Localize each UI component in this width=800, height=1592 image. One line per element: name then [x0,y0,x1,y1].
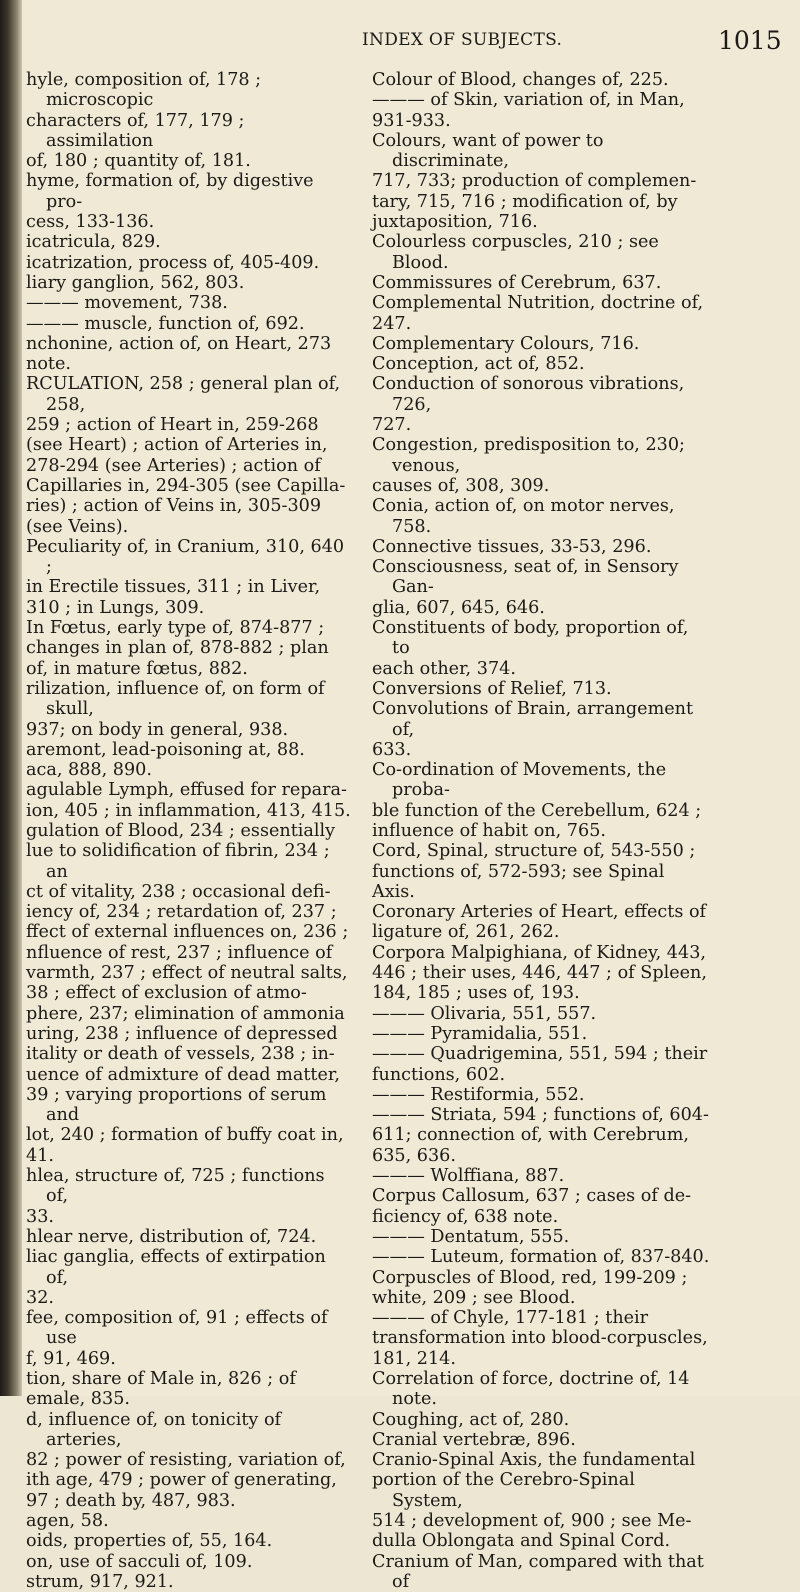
index-line: varmth, 237 ; effect of neutral salts, [26,963,348,984]
page-header [0,22,800,62]
index-line: Corpuscles of Blood, red, 199-209 ; [372,1267,688,1288]
index-line: each other, 374. [372,658,516,679]
index-line: ries) ; action of Veins in, 305-309 [26,496,322,517]
index-line: liac ganglia, effects of extirpation of, [26,1247,326,1288]
index-line: ble function of the Cerebellum, 624 ; [372,800,702,821]
index-line: 33. [26,1206,54,1227]
index-line: Conduction of sonorous vibrations, 726, [372,374,685,415]
index-line: ——— muscle, function of, 692. [26,313,305,334]
index-line: ——— Quadrigemina, 551, 594 ; their [372,1044,708,1065]
index-line: 937; on body in general, 938. [26,719,289,740]
index-line: Coughing, act of, 280. [372,1409,570,1430]
index-line: tary, 715, 716 ; modification of, by [372,191,678,212]
index-line: ion, 405 ; in inflammation, 413, 415. [26,800,351,821]
index-line: ct of vitality, 238 ; occasional defi- [26,881,331,902]
index-line: itality or death of vessels, 238 ; in- [26,1044,335,1065]
page-number: 1015 [718,26,782,55]
index-line: Co-ordination of Movements, the proba- [372,760,667,801]
index-line: 97 ; death by, 487, 983. [26,1490,236,1511]
index-line: glia, 607, 645, 646. [372,597,545,618]
index-line: Complementary Colours, 716. [372,333,640,354]
index-line: 39 ; varying proportions of serum and [26,1084,327,1126]
index-line: causes of, 308, 309. [372,475,550,496]
index-line: Constituents of body, proportion of, to [372,618,689,659]
index-line: icatricula, 829. [26,232,161,253]
index-line: Commissures of Cerebrum, 637. [372,272,662,293]
index-line: hyle, composition of, 178 ; microscopic [26,70,262,111]
index-line: ——— Wolffiana, 887. [372,1166,565,1187]
index-line: f, 91, 469. [26,1348,116,1369]
index-line: 41. [26,1145,54,1166]
index-line: characters of, 177, 179 ; assimilation [26,110,245,151]
index-line: Convolutions of Brain, arrangement of, [372,699,694,740]
index-line: aremont, lead-poisoning at, 88. [26,739,305,760]
index-line: of, in mature fœtus, 882. [26,658,248,679]
index-line: 259 ; action of Heart in, 259-268 [26,415,319,436]
index-line: ——— Luteum, formation of, 837-840. [372,1247,710,1268]
index-line: ——— Striata, 594 ; functions of, 604- [372,1105,709,1126]
page-binding-edge [0,0,22,1396]
index-line: 184, 185 ; uses of, 193. [372,983,580,1004]
index-line: Peculiarity of, in Cranium, 310, 640 ; [26,536,345,578]
index-line: ——— Pyramidalia, 551. [372,1023,588,1044]
index-line: Cranio-Spinal Axis, the fundamental [372,1450,696,1471]
index-line: hlea, structure of, 725 ; functions of, [26,1166,325,1207]
index-line: functions, 602. [372,1064,506,1085]
index-line: (see Veins). [26,516,129,537]
index-line: (see Heart) ; action of Arteries in, [26,435,328,456]
index-line: Conception, act of, 852. [372,354,585,375]
index-line: lue to solidification of fibrin, 234 ; an [26,841,330,882]
index-line: rilization, influence of, on form of skull, [26,678,325,720]
index-line: lot, 240 ; formation of buffy coat in, [26,1125,344,1146]
index-line: fee, composition of, 91 ; effects of use [26,1308,328,1349]
index-line: strum, 917, 921. [26,1571,174,1592]
index-line: Colourless corpuscles, 210 ; see Blood. [372,232,659,273]
index-line: 82 ; power of resisting, variation of, [26,1450,346,1471]
index-line: juxtaposition, 716. [372,212,538,233]
index-line: Coronary Arteries of Heart, effects of [372,902,707,923]
index-line: liary ganglion, 562, 803. [26,272,245,293]
index-line: agen, 58. [26,1511,109,1532]
index-line: Connective tissues, 33-53, 296. [372,536,652,557]
index-line: white, 209 ; see Blood. [372,1287,576,1308]
index-line: of, 180 ; quantity of, 181. [26,151,251,172]
index-line: 611; connection of, with Cerebrum, [372,1125,690,1146]
index-column-left [26,70,352,1592]
index-line: ligature of, 261, 262. [372,922,560,943]
index-line: on, use of sacculi of, 109. [26,1551,253,1572]
index-line: 32. [26,1287,54,1308]
index-line: hlear nerve, distribution of, 724. [26,1226,317,1247]
index-line: ——— of Skin, variation of, in Man, [372,90,685,111]
index-line: 38 ; effect of exclusion of atmo- [26,983,307,1004]
index-line: ——— movement, 738. [26,293,228,314]
index-line: Colour of Blood, changes of, 225. [372,70,669,90]
index-line: Correlation of force, doctrine of, 14 note. [372,1369,690,1410]
index-line: Conia, action of, on motor nerves, 758. [372,496,675,537]
index-line: 514 ; development of, 900 ; see Me- [372,1511,692,1532]
index-line: Colours, want of power to discriminate, [372,130,604,172]
index-line: dulla Oblongata and Spinal Cord. [372,1531,671,1552]
index-line: uence of admixture of dead matter, [26,1064,340,1085]
index-line: d, influence of, on tonicity of arteries, [26,1409,282,1450]
index-line: 247. [372,313,412,334]
index-line: changes in plan of, 878-882 ; plan [26,638,329,659]
index-line: 635, 636. [372,1145,456,1166]
index-line: portion of the Cerebro-Spinal System, [372,1470,635,1511]
index-line: phere, 237; elimination of ammonia [26,1003,345,1024]
index-line: note. [26,354,71,375]
index-line: emale, 835. [26,1389,130,1410]
index-line: influence of habit on, 765. [372,820,606,841]
index-line: cess, 133-136. [26,212,155,233]
index-line: 446 ; their uses, 446, 447 ; of Spleen, [372,963,707,984]
index-line: Axis. [372,881,415,902]
index-line: ——— Dentatum, 555. [372,1226,570,1247]
index-line: functions of, 572-593; see Spinal [372,861,665,882]
index-line: Capillaries in, 294-305 (see Capilla- [26,475,346,496]
index-line: 278-294 (see Arteries) ; action of [26,455,321,476]
index-line: 310 ; in Lungs, 309. [26,597,205,618]
index-line: ——— Olivaria, 551, 557. [372,1003,597,1024]
index-line: 727. [372,415,412,436]
index-line: 931-933. [372,110,451,131]
index-line: ith age, 479 ; power of generating, [26,1470,337,1491]
index-column-right [372,70,710,1592]
index-line: Corpus Callosum, 637 ; cases of de- [372,1186,692,1207]
index-line: iency of, 234 ; retardation of, 237 ; [26,902,337,923]
index-line: Corpora Malpighiana, of Kidney, 443, [372,942,706,963]
index-line: nchonine, action of, on Heart, 273 [26,333,332,354]
index-line: ffect of external influences on, 236 ; [26,922,349,943]
index-line: In Fœtus, early type of, 874-877 ; [26,618,325,639]
index-line: 181, 214. [372,1348,456,1369]
index-line: ficiency of, 638 note. [372,1206,559,1227]
index-line: ——— of Chyle, 177-181 ; their [372,1308,649,1329]
index-line: agulable Lymph, effused for repara- [26,780,347,801]
index-line: Cranial vertebræ, 896. [372,1429,576,1450]
index-line: 717, 733; production of complemen- [372,171,697,192]
index-line: transformation into blood-corpuscles, [372,1328,708,1349]
index-line: uring, 238 ; influence of depressed [26,1023,338,1044]
index-line: ——— Restiformia, 552. [372,1084,585,1105]
index-line: oids, properties of, 55, 164. [26,1531,273,1552]
index-line: aca, 888, 890. [26,760,152,781]
index-line: RCULATION, 258 ; general plan of, 258, [26,374,341,415]
index-line: nfluence of rest, 237 ; influence of [26,942,333,963]
index-line: hyme, formation of, by digestive pro- [26,171,314,212]
index-line: Conversions of Relief, 713. [372,678,612,699]
index-line: in Erectile tissues, 311 ; in Liver, [26,577,321,598]
index-line: 633. [372,739,412,760]
index-line: Cranium of Man, compared with that of [372,1551,704,1592]
index-line: Complemental Nutrition, doctrine of, [372,293,704,314]
index-line: gulation of Blood, 234 ; essentially [26,820,336,841]
running-title: INDEX OF SUBJECTS. [362,30,563,50]
index-line: Consciousness, seat of, in Sensory Gan- [372,557,679,598]
index-line: icatrization, process of, 405-409. [26,252,320,273]
index-line: Cord, Spinal, structure of, 543-550 ; [372,841,696,862]
index-line: Congestion, predisposition to, 230; venous, [372,435,685,476]
index-line: tion, share of Male in, 826 ; of [26,1369,296,1389]
